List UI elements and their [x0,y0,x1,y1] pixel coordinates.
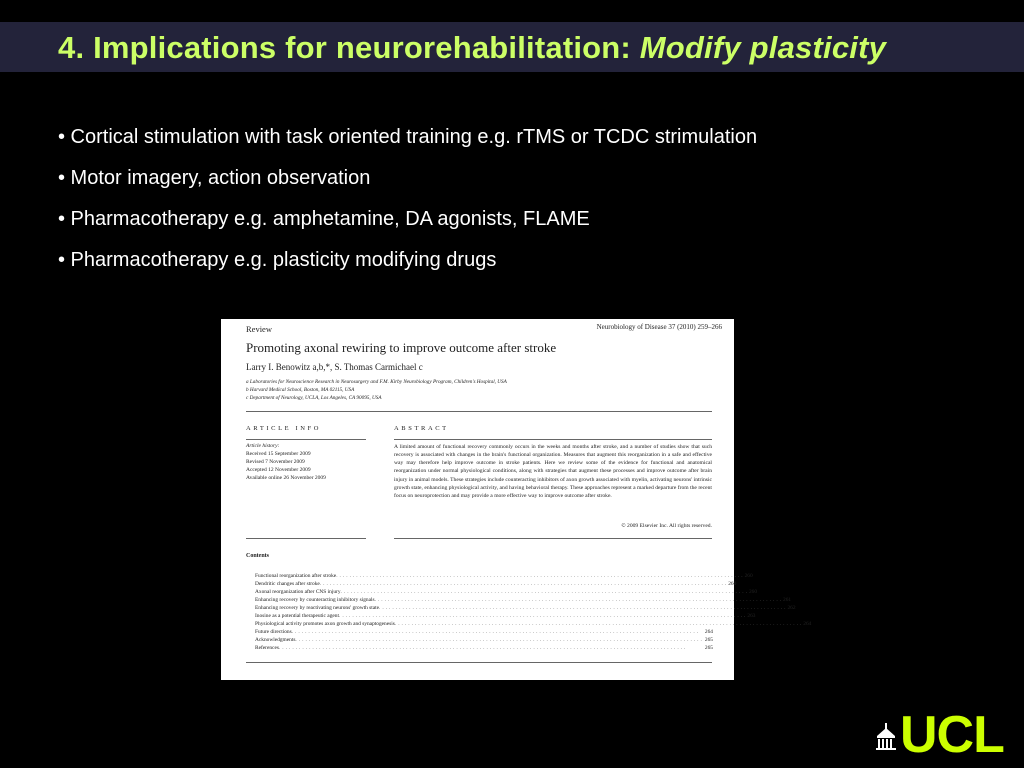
toc-page: 263 [747,613,756,619]
toc-row: Axonal reorganization after CNS injury .......................................................................................................................... 260 [255,589,758,595]
toc-label: Future directions [255,629,292,635]
toc-row: Future directions .......................................................................................................................... 264 [255,629,713,635]
toc-label: Dendritic changes after stroke [255,581,320,587]
bullet-item: • Pharmacotherapy e.g. amphetamine, DA agonists, FLAME [58,208,590,230]
paper-affiliation: c Department of Neurology, UCLA, Los Angeles, CA 90095, USA [246,395,382,401]
toc-label: Physiological activity promotes axon growth and synaptogenesis [255,621,395,627]
toc-page: 260 [744,573,753,579]
toc-row: Enhancing recovery by counteracting inhibitory signals .......................................................................................................................... 261 [255,597,792,603]
bullet-item: • Cortical stimulation with task oriented training e.g. rTMS or TCDC strimulation [58,126,758,148]
slide-title [58,30,886,66]
bullet-item: • Motor imagery, action observation [58,167,371,189]
bullet-list [58,126,757,290]
paper-rule [246,662,712,663]
abstract-heading: ABSTRACT [394,425,449,432]
toc-page: 264 [803,621,812,627]
toc-label: References [255,645,279,651]
paper-title: Promoting axonal rewiring to improve outcome after stroke [246,340,557,355]
toc-page: 262 [787,605,796,611]
toc-page: 265 [704,637,713,643]
bullet-item: • Pharmacotherapy e.g. plasticity modifying drugs [58,249,497,271]
toc-row: Enhancing recovery by reactivating neurons' growth state .......................................................................................................................... 262 [255,605,796,611]
paper-authors: Larry I. Benowitz a,b,*, S. Thomas Carmichael c [246,362,423,372]
toc-page: 260 [748,589,758,595]
article-history-item: Accepted 12 November 2009 [246,467,311,473]
paper-affiliation: a Laboratories for Neuroscience Research in Neurosurgery and F.M. Kirby Neurobiology Program, Children's Hospital, USA [246,379,507,385]
toc-page: 261 [783,597,792,603]
toc-row: Acknowledgments .......................................................................................................................... 265 [255,637,713,643]
slide-title-main: 4. Implications for neurorehabilitation: [58,30,640,65]
paper-rule [394,439,712,440]
toc-row: Physiological activity promotes axon growth and synaptogenesis .......................................................................................................................... 264 [255,621,812,627]
toc-row: Dendritic changes after stroke .......................................................................................................................... 260 [255,581,737,587]
copyright: © 2009 Elsevier Inc. All rights reserved. [621,523,712,529]
paper-screenshot [221,319,812,680]
toc-page: 260 [728,581,737,587]
toc-page: 265 [704,645,713,651]
toc-label: Axonal reorganization after CNS injury [255,589,341,595]
paper-section-label: Review [246,324,272,334]
paper-rule [394,538,712,539]
article-history-label: Article history: [246,443,280,449]
abstract-text: A limited amount of functional recovery commonly occurs in the weeks and months after stroke, and a number of studies show that such recovery is associated with changes in the brain's functional organization. Measures that augment this reorganization in a safe and effective way may therefore help improve outcome in stroke patients. Here we review some of the evidence for functional and anatomical reorganization under normal physiological conditions, along with strategies that augment these processes and improve outcome after brain injury in animal models. These strategies include counteracting inhibitors of axon growth associated with myelin, activating neurons' intrinsic growth state, enhancing physiological activity, and having behavioral therapy. These approaches represent a marked departure from the recent focus on neuroprotection and may provide a more effective way to improve outcome after stroke. [394,444,712,499]
paper-rule [246,538,366,539]
paper-rule [246,411,712,412]
paper-rule [246,439,366,440]
toc-row: Inosine as a potential therapeutic agent .......................................................................................................................... 263 [255,613,756,619]
slide-title-italic: Modify plasticity [639,30,887,65]
portico-icon [876,723,896,750]
toc-label: Enhancing recovery by counteracting inhibitory signals [255,597,375,603]
article-history-item: Received 15 September 2009 [246,451,311,457]
toc-label: Functional reorganization after stroke [255,573,337,579]
article-history-item: Available online 26 November 2009 [246,475,326,481]
toc-page: 264 [704,629,713,635]
paper-journal: Neurobiology of Disease 37 (2010) 259–266 [596,323,722,331]
toc-label: Enhancing recovery by reactivating neurons' growth state [255,605,380,611]
article-info-heading: ARTICLE INFO [246,425,322,432]
ucl-logo-text: UCL [900,706,1004,764]
toc-label: Inosine as a potential therapeutic agent [255,613,339,619]
toc-label: Acknowledgments [255,637,296,643]
toc-row: Functional reorganization after stroke .......................................................................................................................... 260 [255,573,753,579]
toc-row: References .......................................................................................................................... 265 [255,645,713,651]
article-history-item: Revised 7 November 2009 [246,459,305,465]
contents-heading: Contents [246,553,270,559]
paper-affiliation: b Harvard Medical School, Boston, MA 02115, USA [246,387,355,393]
